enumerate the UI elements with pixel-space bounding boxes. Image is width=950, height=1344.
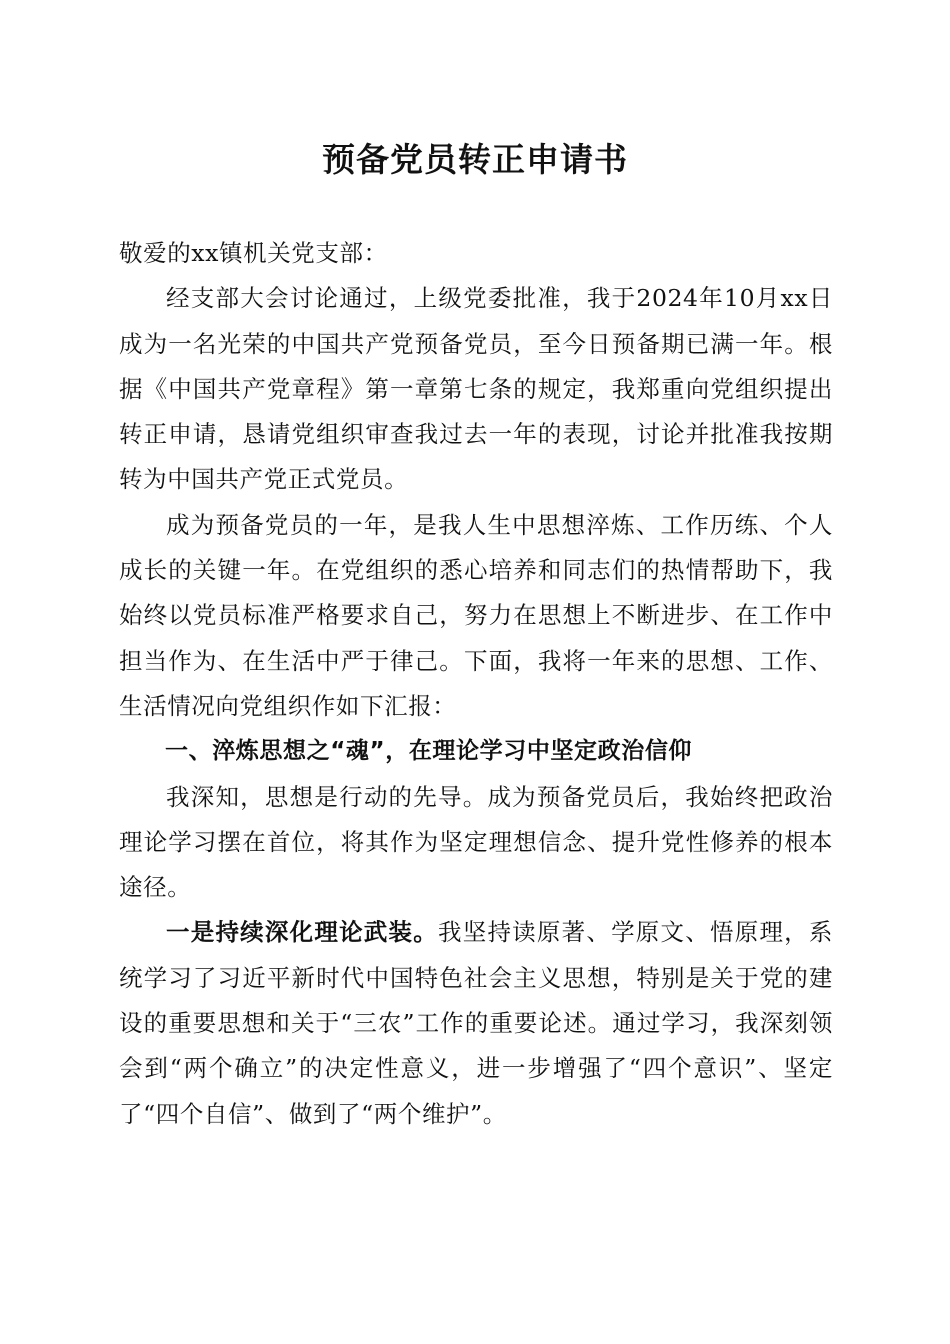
paragraph-lead: 一是持续深化理论武装。 bbox=[166, 918, 438, 947]
section-heading-1: 一、淬炼思想之“魂”，在理论学习中坚定政治信仰 bbox=[165, 738, 693, 765]
paragraph-application: 经支部大会讨论通过，上级党委批准，我于2024年10月xx日成为一名光荣的中国共产党预备党员，至今日预备期已满一年。根据《中国共产党章程》第一章第七条的规定，我郑重向党组织提出转正申请，恳请党组织审查我过去一年的表现，讨论并批准我按期转为中国共产党正式党员。 bbox=[119, 284, 833, 494]
document-title: 预备党员转正申请书 bbox=[322, 140, 628, 179]
paragraph-thought: 我深知，思想是行动的先导。成为预备党员后，我始终把政治理论学习摆在首位，将其作为坚定理想信念、提升党性修养的根本途径。 bbox=[119, 782, 833, 902]
paragraph-theory-study bbox=[119, 910, 833, 1136]
paragraph-overview: 成为预备党员的一年，是我人生中思想淬炼、工作历练、个人成长的关键一年。在党组织的悉心培养和同志们的热情帮助下，我始终以党员标准严格要求自己，努力在思想上不断进步、在工作中担当作为、在生活中严于律己。下面，我将一年来的思想、工作、生活情况向党组织作如下汇报： bbox=[119, 510, 833, 720]
document-body bbox=[119, 231, 833, 1137]
salutation: 敬爱的xx镇机关党支部： bbox=[119, 239, 388, 267]
paragraph-theory-text: 我坚持读原著、学原文、悟原理，系统学习了习近平新时代中国特色社会主义思想，特别是关于党的建设的重要思想和关于“三农”工作的重要论述。通过学习，我深刻领会到“两个确立”的决定性意义，进一步增强了“四个意识”、坚定了“四个自信”、做到了“两个维护”。 bbox=[119, 918, 833, 1128]
